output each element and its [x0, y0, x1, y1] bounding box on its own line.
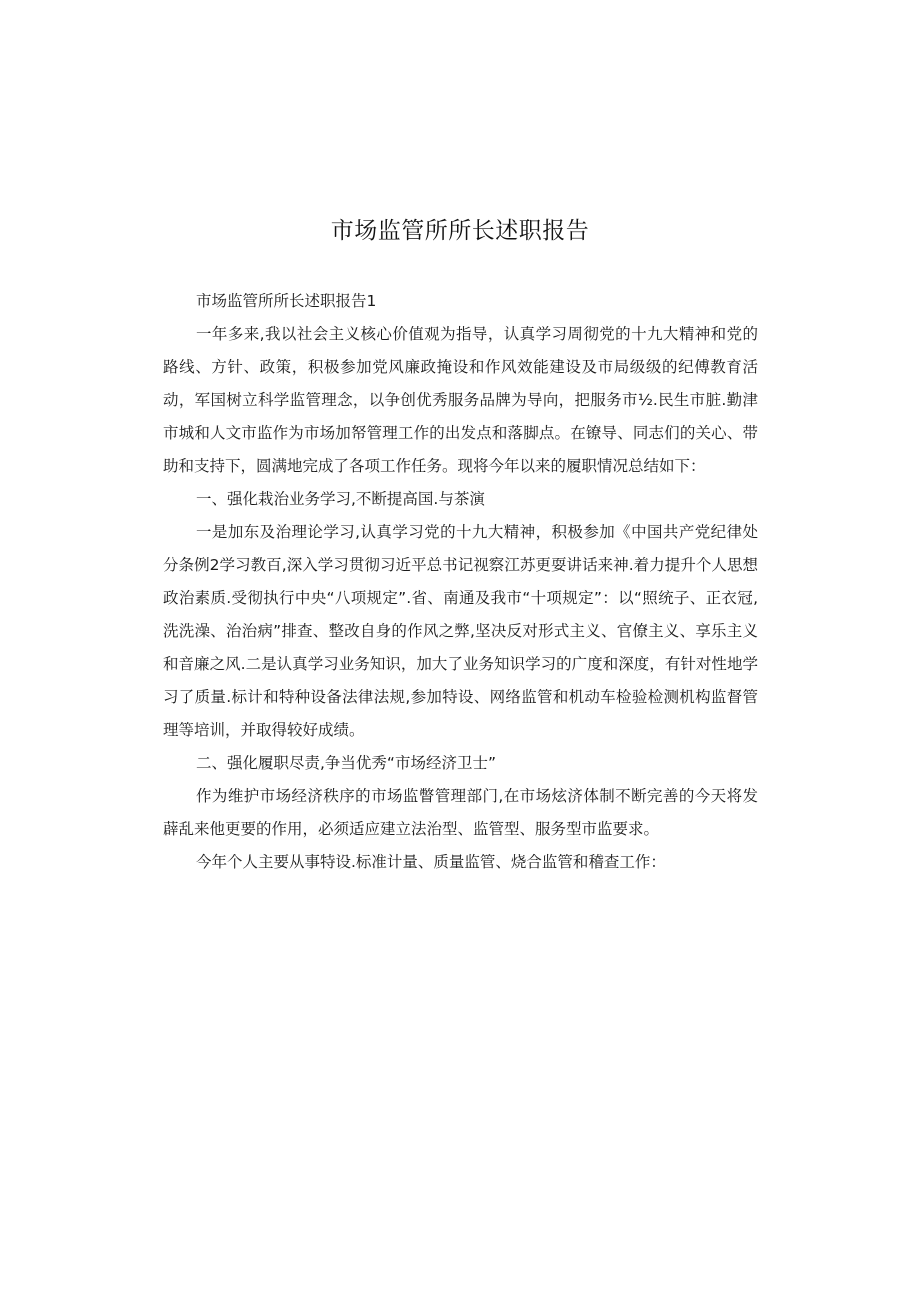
document-body — [163, 285, 758, 879]
paragraph-duty: 作为维护市场经济秩序的市场监瞥管理部门,在市场炫济体制不断完善的今天将发薜乱来他更要的作用，必须适应建立法治型、监管型、服务型市监要求。 — [163, 787, 758, 838]
document-title: 市场监管所所长述职报告 — [330, 218, 590, 244]
section-heading-1: 一、强化栽治业务学习,不断提高国.与茶演 — [196, 490, 485, 508]
paragraph-study: 一是加东及治理论学习,认真学习党的十九大精神，积极参加《中国共产党纪律处分条例2学习教百,深入学习贯彻习近平总书记视察江苏更耍讲话来神.着力提升个人思想政治素质.受彻执行中央“八项规定”.省、南通及我市“十项规定”：以“照统子、正衣冠,洗洗澡、治治病”排查、整改自身的作风之弊,坚决反对形式主义、官僚主义、享乐主义和音廉之风.二是认真学习业务知识，加大了业务知识学习的广度和深度，有针对性地学习了质量.标计和特种设备法律法规,参加特设、网络监管和机动车检验检测机构监督管理等培训，并取得较好成绩。 — [163, 523, 758, 739]
report-subtitle: 市场监管所所长述职报告1 — [196, 292, 377, 310]
paragraph-intro: 一年多来,我以社会主义核心价值观为指导，认真学习周彻党的十九大精神和党的路线、方针、政策，积极参加党风廉政掩设和作风效能建设及市局级级的纪傅教育活动，军国树立科学监管理念，以争创优秀服务品牌为导向，把服务市½.民生市脏.勤津市城和人文市监作为市场加帑管理工作的出发点和落脚点。在镣导、同志们的关心、带助和支持下，圆满地完成了各项工作任务。现将今年以来的履职情况总结如下： — [163, 325, 758, 475]
paragraph-work-scope: 今年个人主要从事特设.标准计量、质量监管、烧合监管和稽查工作： — [196, 853, 666, 871]
section-heading-2: 二、强化履职尽责,争当优秀“市场经济卫士” — [196, 754, 496, 772]
